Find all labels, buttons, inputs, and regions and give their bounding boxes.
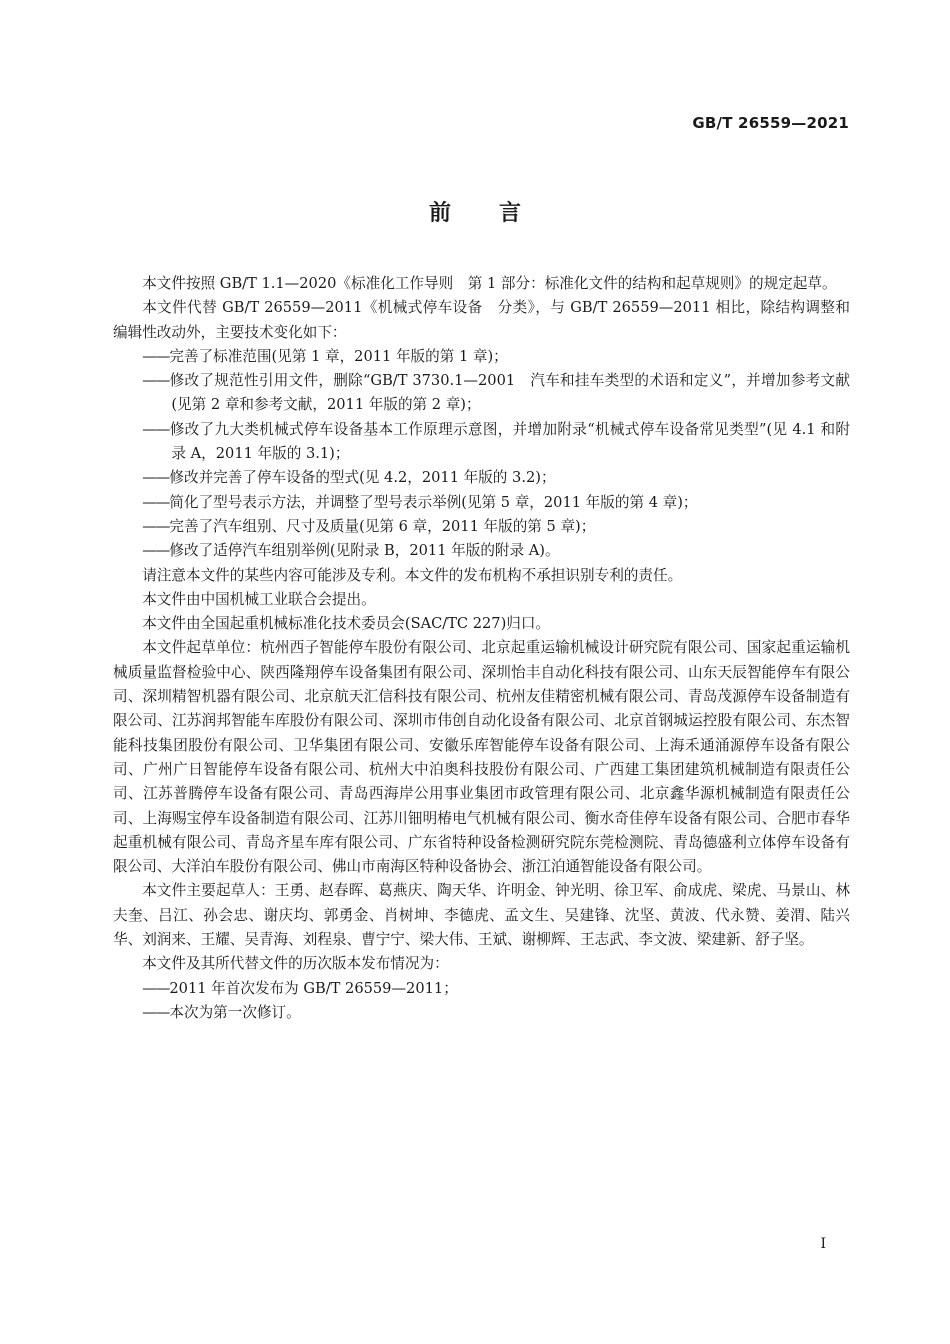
list-dash: —— bbox=[142, 979, 170, 997]
body-paragraph: 本文件按照 GB/T 1.1—2020《标准化工作导则 第 1 部分：标准化文件的结构和起草规则》的规定起草。 bbox=[142, 275, 837, 292]
list-dash: —— bbox=[142, 420, 170, 438]
body-paragraph: 请注意本文件的某些内容可能涉及专利。本文件的发布机构不承担识别专利的责任。 bbox=[142, 566, 683, 584]
change-list-item bbox=[113, 418, 850, 467]
list-item-text: 简化了型号表示方法，并调整了型号表示举例(见第 5 章，2011 年版的第 4 章)； bbox=[169, 493, 698, 511]
body-paragraph: 本文件由全国起重机械标准化技术委员会(SAC/TC 227)归口。 bbox=[142, 615, 551, 633]
body-paragraph: 本文件由中国机械工业联合会提出。 bbox=[142, 590, 376, 608]
change-list-item bbox=[113, 345, 850, 369]
body-paragraph: 本文件代替 GB/T 26559—2011《机械式停车设备 分类》，与 GB/T 26559—2011 相比，除结构调整和编辑性改动外，主要技术变化如下： bbox=[113, 299, 850, 341]
change-list-item bbox=[113, 977, 850, 1001]
list-item-text: 修改了适停汽车组别举例(见附录 B，2011 年版的附录 A)。 bbox=[169, 542, 560, 560]
page-number: I bbox=[820, 1236, 826, 1252]
change-list-item bbox=[113, 1001, 850, 1025]
standard-number: GB/T 26559—2021 bbox=[692, 114, 849, 132]
list-item-text: 本次为第一次修订。 bbox=[169, 1003, 301, 1021]
list-dash: —— bbox=[142, 469, 170, 487]
list-dash: —— bbox=[142, 517, 170, 535]
change-list-item bbox=[113, 369, 850, 418]
list-dash: —— bbox=[142, 493, 170, 511]
list-dash: —— bbox=[142, 372, 170, 390]
change-list-item bbox=[113, 539, 850, 563]
list-item-text: 修改了九大类机械式停车设备基本工作原理示意图，并增加附录“机械式停车设备常见类型”(见 4.1 和附录 A，2011 年版的 3.1)； bbox=[169, 420, 850, 463]
list-dash: —— bbox=[142, 542, 170, 560]
list-item-text: 修改了规范性引用文件，删除“GB/T 3730.1—2001 汽车和挂车类型的术语和定义”，并增加参考文献(见第 2 章和参考文献，2011 年版的第 2 章)； bbox=[169, 372, 850, 414]
document-body bbox=[113, 272, 850, 1025]
change-list-item bbox=[113, 491, 850, 515]
list-item-text: 修改并完善了停车设备的型式(见 4.2，2011 年版的 3.2)； bbox=[169, 469, 556, 487]
body-paragraph: 本文件主要起草人：王勇、赵春晖、葛燕庆、陶天华、许明金、钟光明、徐卫军、俞成虎、梁虎、马景山、林夫奎、吕江、孙会忠、谢庆均、郭勇金、肖树坤、李德虎、孟文生、吴建锋、沈坚、黄波、代永赞、姜渭、陆兴华、刘润来、王耀、吴青海、刘程泉、曹宁宁、梁大伟、王斌、谢柳辉、王志武、李文波、梁建新、舒子坚。 bbox=[113, 882, 850, 949]
change-list-item bbox=[113, 515, 850, 539]
list-item-text: 完善了标准范围(见第 1 章，2011 年版的第 1 章)； bbox=[169, 347, 508, 365]
list-item-text: 完善了汽车组别、尺寸及质量(见第 6 章，2011 年版的第 5 章)； bbox=[169, 517, 596, 535]
list-dash: —— bbox=[142, 347, 170, 365]
list-dash: —— bbox=[142, 1003, 170, 1021]
change-list-item bbox=[113, 466, 850, 490]
page-title: 前言 bbox=[428, 201, 569, 226]
body-paragraph: 本文件及其所代替文件的历次版本发布情况为： bbox=[142, 955, 449, 973]
list-item-text: 2011 年首次发布为 GB/T 26559—2011； bbox=[169, 979, 458, 997]
body-paragraph: 本文件起草单位：杭州西子智能停车股份有限公司、北京起重运输机械设计研究院有限公司、国家起重运输机械质量监督检验中心、陕西隆翔停车设备集团有限公司、深圳怡丰自动化科技有限公司、山东天辰智能停车有限公司、深圳精智机器有限公司、北京航天汇信科技有限公司、杭州友佳精密机械有限公司、青岛茂源停车设备制造有限公司、江苏润邦智能车库股份有限公司、深圳市伟创自动化设备有限公司、北京首钢城运控股有限公司、东杰智能科技集团股份有限公司、卫华集团有限公司、安徽乐库智能停车设备有限公司、上海禾通涌源停车设备有限公司、广州广日智能停车设备有限公司、杭州大中泊奥科技股份有限公司、广西建工集团建筑机械制造有限责任公司、江苏普腾停车设备有限公司、青岛西海岸公用事业集团市政管理有限公司、北京鑫华源机械制造有限责任公司、上海赐宝停车设备制造有限公司、江苏川钿明椿电气机械有限公司、衡水奇佳停车设备有限公司、合肥市春华起重机械有限公司、青岛齐星车库有限公司、广东省特种设备检测研究院东莞检测院、青岛德盛利立体停车设备有限公司、大洋泊车股份有限公司、佛山市南海区特种设备协会、浙江泊通智能设备有限公司。 bbox=[113, 639, 850, 876]
